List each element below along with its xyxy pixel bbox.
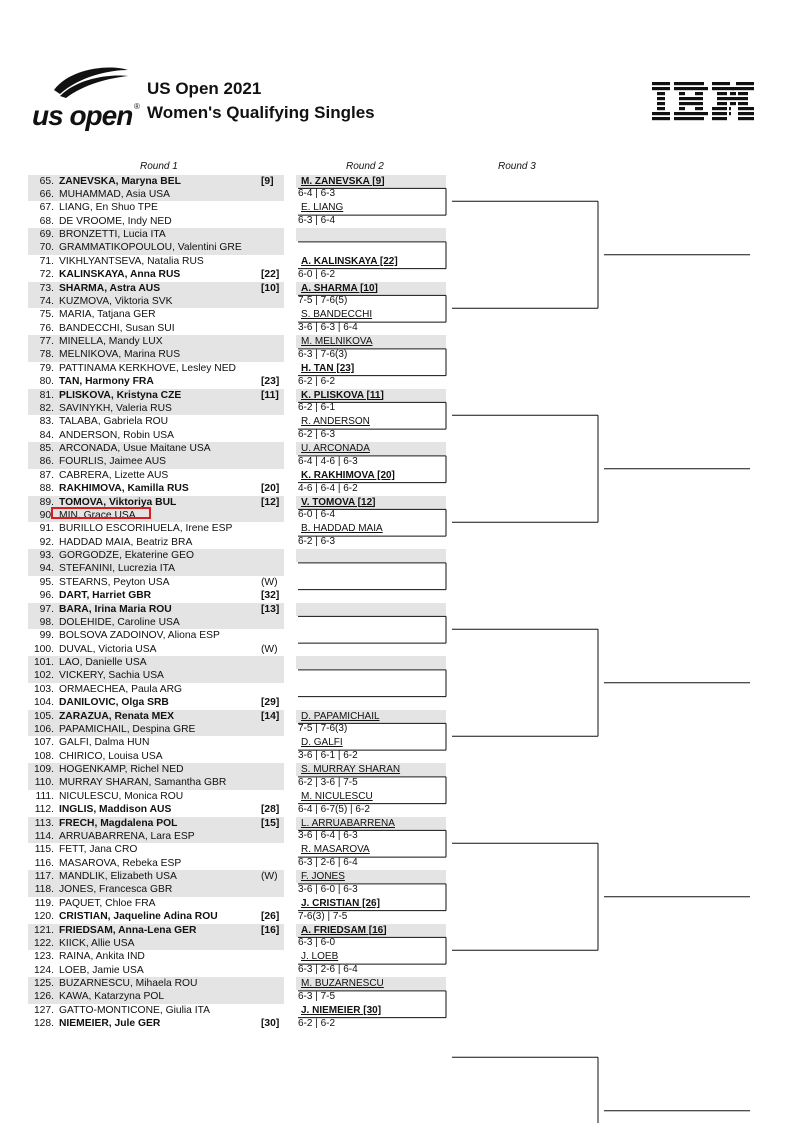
round-2-winner: M. ZANEVSKA [9] <box>301 175 385 187</box>
draw-number: 73. <box>39 282 54 294</box>
player-name: GORGODZE, Ekaterine GEO <box>59 550 195 561</box>
player-name: MINELLA, Mandy LUX <box>59 336 163 347</box>
draw-number: 76. <box>39 322 54 334</box>
player-name: MANDLIK, Elizabeth USA <box>59 871 177 882</box>
draw-number: 100. <box>33 643 54 655</box>
seed: [12] <box>261 496 280 508</box>
player-name: ORMAECHEA, Paula ARG <box>59 683 183 695</box>
page-subtitle: Women's Qualifying Singles <box>147 103 375 122</box>
player-name: RAKHIMOVA, Kamilla RUS <box>59 483 189 495</box>
seed: [23] <box>261 376 280 388</box>
round-2-score: 6-2 | 6-3 <box>298 429 336 441</box>
draw-number: 65. <box>39 175 54 187</box>
draw-number: 98. <box>39 616 54 628</box>
draw-number: 74. <box>39 295 54 307</box>
round-1-header: Round 1 <box>140 161 178 172</box>
draw-number: 115. <box>34 844 54 856</box>
seed: (W) <box>261 871 278 882</box>
draw-number: 87. <box>39 469 54 481</box>
round-2-score: 6-4 | 6-7(5) | 6-2 <box>298 803 370 815</box>
draw-number: 94. <box>39 563 54 575</box>
player-name: PLISKOVA, Kristyna CZE <box>59 389 182 401</box>
round-2-winner: F. JONES <box>301 871 345 882</box>
draw-number: 88. <box>39 483 54 495</box>
player-name: DANILOVIC, Olga SRB <box>59 697 169 709</box>
player-name: GRAMMATIKOPOULOU, Valentini GRE <box>59 242 242 254</box>
player-name: CABRERA, Lizette AUS <box>59 469 169 481</box>
draw-number: 120. <box>33 911 54 923</box>
round-2-score: 6-2 | 6-3 <box>298 536 336 548</box>
player-name: KAWA, Katarzyna POL <box>59 991 165 1003</box>
round-2-header: Round 2 <box>346 161 384 172</box>
seed: [32] <box>261 590 280 602</box>
player-name: FRIEDSAM, Anna-Lena GER <box>59 924 197 936</box>
player-name: CHIRICO, Louisa USA <box>59 750 163 762</box>
player-name: PAQUET, Chloe FRA <box>59 897 156 909</box>
round-2-winner: J. CRISTIAN [26] <box>301 897 380 909</box>
player-name: LIANG, En Shuo TPE <box>59 202 158 214</box>
round-2-winner: B. HADDAD MAIA <box>301 523 383 535</box>
seed: [15] <box>261 817 280 829</box>
round-2-winner: H. TAN [23] <box>301 362 355 374</box>
round-2-score: 4-6 | 6-4 | 6-2 <box>298 482 358 494</box>
round-2-winner: R. ANDERSON <box>301 416 370 428</box>
player-name: STEFANINI, Lucrezia ITA <box>59 563 175 575</box>
draw-number: 107. <box>33 737 54 749</box>
player-name: MURRAY SHARAN, Samantha GBR <box>59 777 227 789</box>
draw-number: 114. <box>34 830 54 842</box>
player-name: ZANEVSKA, Maryna BEL <box>59 175 181 187</box>
draw-number: 128. <box>33 1018 54 1030</box>
player-name: DOLEHIDE, Caroline USA <box>59 616 180 628</box>
player-name: HADDAD MAIA, Beatriz BRA <box>59 536 193 548</box>
draw-number: 70. <box>39 242 54 254</box>
player-name: SAVINYKH, Valeria RUS <box>59 402 172 414</box>
round-2-score: 3-6 | 6-0 | 6-3 <box>298 883 358 895</box>
draw-number: 106. <box>33 723 54 735</box>
highlight-box <box>51 507 151 519</box>
draw-number: 79. <box>39 362 54 374</box>
round-2-winner: V. TOMOVA [12] <box>301 496 376 508</box>
draw-number: 126. <box>33 991 54 1003</box>
player-name: GATTO-MONTICONE, Giulia ITA <box>59 1004 211 1016</box>
player-name: LAO, Danielle USA <box>59 657 147 668</box>
round-2-score: 6-3 | 2-6 | 6-4 <box>298 964 358 976</box>
round-2-score: 6-2 | 6-1 <box>298 402 336 414</box>
draw-number: 125. <box>33 978 54 989</box>
seed: [26] <box>261 911 280 923</box>
player-name: LOEB, Jamie USA <box>59 964 144 976</box>
player-name: VICKERY, Sachia USA <box>59 670 164 682</box>
player-name: MUHAMMAD, Asia USA <box>59 188 170 200</box>
draw-number: 111. <box>35 790 54 802</box>
registered-mark: ® <box>134 102 140 111</box>
player-name: DE VROOME, Indy NED <box>59 215 172 227</box>
round-2-winner: D. PAPAMICHAIL <box>301 710 380 722</box>
seed: [20] <box>261 483 280 495</box>
draw-number: 101. <box>33 657 54 668</box>
draw-number: 83. <box>39 416 54 428</box>
round-2-winner: K. PLISKOVA [11] <box>301 389 384 401</box>
round-2-score: 7-6(3) | 7-5 <box>298 910 348 922</box>
seed: [22] <box>261 269 280 281</box>
round-2-winner: R. MASAROVA <box>301 844 370 856</box>
player-name: GALFI, Dalma HUN <box>59 737 150 749</box>
draw-number: 78. <box>39 349 54 361</box>
seed: [13] <box>261 603 280 615</box>
draw-number: 118. <box>34 884 54 896</box>
player-name: ARRUABARRENA, Lara ESP <box>59 830 195 842</box>
player-name: STEARNS, Peyton USA <box>59 576 170 588</box>
draw-number: 103. <box>33 683 54 695</box>
draw-number: 89. <box>39 496 54 508</box>
draw-number: 102. <box>33 670 54 682</box>
seed: [28] <box>261 804 280 816</box>
draw-number: 96. <box>39 590 54 602</box>
round-2-winner: J. LOEB <box>301 951 339 963</box>
player-name: VIKHLYANTSEVA, Natalia RUS <box>59 255 204 267</box>
draw-number: 77. <box>39 336 54 347</box>
draw-number: 68. <box>39 215 54 227</box>
draw-number: 81. <box>39 389 54 401</box>
draw-number: 124. <box>33 964 54 976</box>
player-name: MIN, Grace USA <box>59 509 136 521</box>
player-name: PAPAMICHAIL, Despina GRE <box>59 723 196 735</box>
seed: [30] <box>261 1018 280 1030</box>
round-2-score: 6-3 | 2-6 | 6-4 <box>298 857 358 869</box>
draw-number: 104. <box>33 697 54 709</box>
draw-number: 85. <box>39 443 54 454</box>
round-2-winner: A. KALINSKAYA [22] <box>301 255 398 267</box>
player-name: SHARMA, Astra AUS <box>59 282 161 294</box>
draw-number: 75. <box>39 309 54 321</box>
round-3-header: Round 3 <box>498 161 536 172</box>
round-2-score: 7-5 | 7-6(5) <box>298 295 348 307</box>
player-name: BURILLO ESCORIHUELA, Irene ESP <box>59 523 233 535</box>
player-name: DART, Harriet GBR <box>59 590 152 602</box>
round-2-winner: S. BANDECCHI <box>301 309 373 321</box>
draw-number: 91. <box>39 523 54 535</box>
round-2-score: 6-2 | 3-6 | 7-5 <box>298 776 358 788</box>
round-2-winner: L. ARRUABARRENA <box>301 817 395 829</box>
draw-number: 90. <box>39 509 54 521</box>
round-2-winner: A. FRIEDSAM [16] <box>301 924 387 936</box>
seed: (W) <box>261 643 278 655</box>
player-name: DUVAL, Victoria USA <box>59 643 157 655</box>
page-title: US Open 2021 <box>147 79 262 98</box>
draw-number: 71. <box>39 255 54 267</box>
player-name: FOURLIS, Jaimee AUS <box>59 456 167 468</box>
player-name: NICULESCU, Monica ROU <box>59 790 184 802</box>
draw-number: 99. <box>39 630 54 642</box>
player-name: HOGENKAMP, Richel NED <box>59 764 184 775</box>
round-2-winner: A. SHARMA [10] <box>301 282 378 294</box>
draw-number: 93. <box>39 550 54 561</box>
logo-wordmark: us open <box>32 100 133 131</box>
player-name: BARA, Irina Maria ROU <box>59 603 172 615</box>
draw-number: 80. <box>39 376 54 388</box>
round-2-score: 7-5 | 7-6(3) <box>298 723 348 735</box>
player-name: RAINA, Ankita IND <box>59 951 145 963</box>
round-2-score: 6-3 | 7-5 <box>298 990 336 1002</box>
player-name: MELNIKOVA, Marina RUS <box>59 349 181 361</box>
seed: [10] <box>261 282 280 294</box>
draw-number: 108. <box>33 750 54 762</box>
round-2-winner: U. ARCONADA <box>301 443 370 454</box>
round-2-score: 3-6 | 6-1 | 6-2 <box>298 750 358 762</box>
draw-number: 121. <box>33 924 54 936</box>
seed: [14] <box>261 710 280 722</box>
draw-number: 119. <box>34 897 54 909</box>
round-2-score: 6-4 | 6-3 <box>298 188 336 200</box>
draw-number: 117. <box>34 871 54 882</box>
round-2-winner: E. LIANG <box>301 202 344 214</box>
round-2-winner: K. RAKHIMOVA [20] <box>301 469 395 481</box>
draw-number: 112. <box>34 804 54 816</box>
round-2-score: 3-6 | 6-4 | 6-3 <box>298 830 358 842</box>
draw-number: 72. <box>39 269 54 281</box>
seed: [9] <box>261 175 274 187</box>
draw-number: 123. <box>33 951 54 963</box>
player-name: TOMOVA, Viktoriya BUL <box>59 496 177 508</box>
player-name: FRECH, Magdalena POL <box>59 817 178 829</box>
player-name: BUZARNESCU, Mihaela ROU <box>59 978 198 989</box>
player-name: BOLSOVA ZADOINOV, Aliona ESP <box>59 630 220 642</box>
draw-number: 110. <box>34 777 54 789</box>
player-name: BANDECCHI, Susan SUI <box>59 322 175 334</box>
player-name: TAN, Harmony FRA <box>59 376 154 388</box>
seed: [29] <box>261 697 280 709</box>
draw-number: 97. <box>39 603 54 615</box>
player-name: MARIA, Tatjana GER <box>59 309 156 321</box>
round-2-winner: S. MURRAY SHARAN <box>301 764 401 775</box>
player-name: BRONZETTI, Lucia ITA <box>59 229 166 240</box>
round-2-winner: M. MELNIKOVA <box>301 336 373 347</box>
draw-number: 109. <box>33 764 54 775</box>
draw-number: 122. <box>33 937 54 949</box>
round-2-score: 6-0 | 6-4 <box>298 509 336 521</box>
round-2-winner: D. GALFI <box>301 737 343 749</box>
player-name: INGLIS, Maddison AUS <box>59 804 172 816</box>
player-name: ZARAZUA, Renata MEX <box>59 710 174 722</box>
player-name: ARCONADA, Usue Maitane USA <box>59 443 211 454</box>
draw-number: 127. <box>33 1004 54 1016</box>
player-name: NIEMEIER, Jule GER <box>59 1018 161 1030</box>
player-name: TALABA, Gabriela ROU <box>59 416 169 428</box>
round-2-score: 6-4 | 4-6 | 6-3 <box>298 455 358 467</box>
player-name: FETT, Jana CRO <box>59 844 138 856</box>
draw-number: 67. <box>39 202 54 214</box>
draw-number: 66. <box>39 188 54 200</box>
round-2-score: 3-6 | 6-3 | 6-4 <box>298 322 358 334</box>
player-name: KALINSKAYA, Anna RUS <box>59 269 181 281</box>
seed: [11] <box>261 389 279 401</box>
player-name: JONES, Francesca GBR <box>59 884 173 896</box>
draw-number: 86. <box>39 456 54 468</box>
draw-number: 116. <box>34 857 54 869</box>
player-name: ANDERSON, Robin USA <box>59 429 175 441</box>
draw-number: 95. <box>39 576 54 588</box>
player-name: KIICK, Allie USA <box>59 937 135 949</box>
round-2-winner: M. NICULESCU <box>301 790 373 802</box>
draw-number: 92. <box>39 536 54 548</box>
round-2-score: 6-3 | 7-6(3) <box>298 348 348 360</box>
round-2-score: 6-3 | 6-0 <box>298 937 336 949</box>
player-name: CRISTIAN, Jaqueline Adina ROU <box>59 911 218 923</box>
round-2-score: 6-0 | 6-2 <box>298 268 336 280</box>
seed: (W) <box>261 576 278 588</box>
draw-number: 84. <box>39 429 54 441</box>
draw-number: 105. <box>33 710 54 722</box>
seed: [16] <box>261 924 280 936</box>
round-2-winner: M. BUZARNESCU <box>301 978 384 989</box>
player-name: PATTINAMA KERKHOVE, Lesley NED <box>59 362 236 374</box>
draw-number: 69. <box>39 229 54 240</box>
player-name: KUZMOVA, Viktoria SVK <box>59 295 173 307</box>
round-2-winner: J. NIEMEIER [30] <box>301 1004 382 1016</box>
draw-number: 82. <box>39 402 54 414</box>
round-2-score: 6-2 | 6-2 <box>298 375 336 387</box>
draw-number: 113. <box>34 817 54 829</box>
player-name: MASAROVA, Rebeka ESP <box>59 857 182 869</box>
round-2-score: 6-2 | 6-2 <box>298 1017 336 1029</box>
round-2-score: 6-3 | 6-4 <box>298 215 336 227</box>
